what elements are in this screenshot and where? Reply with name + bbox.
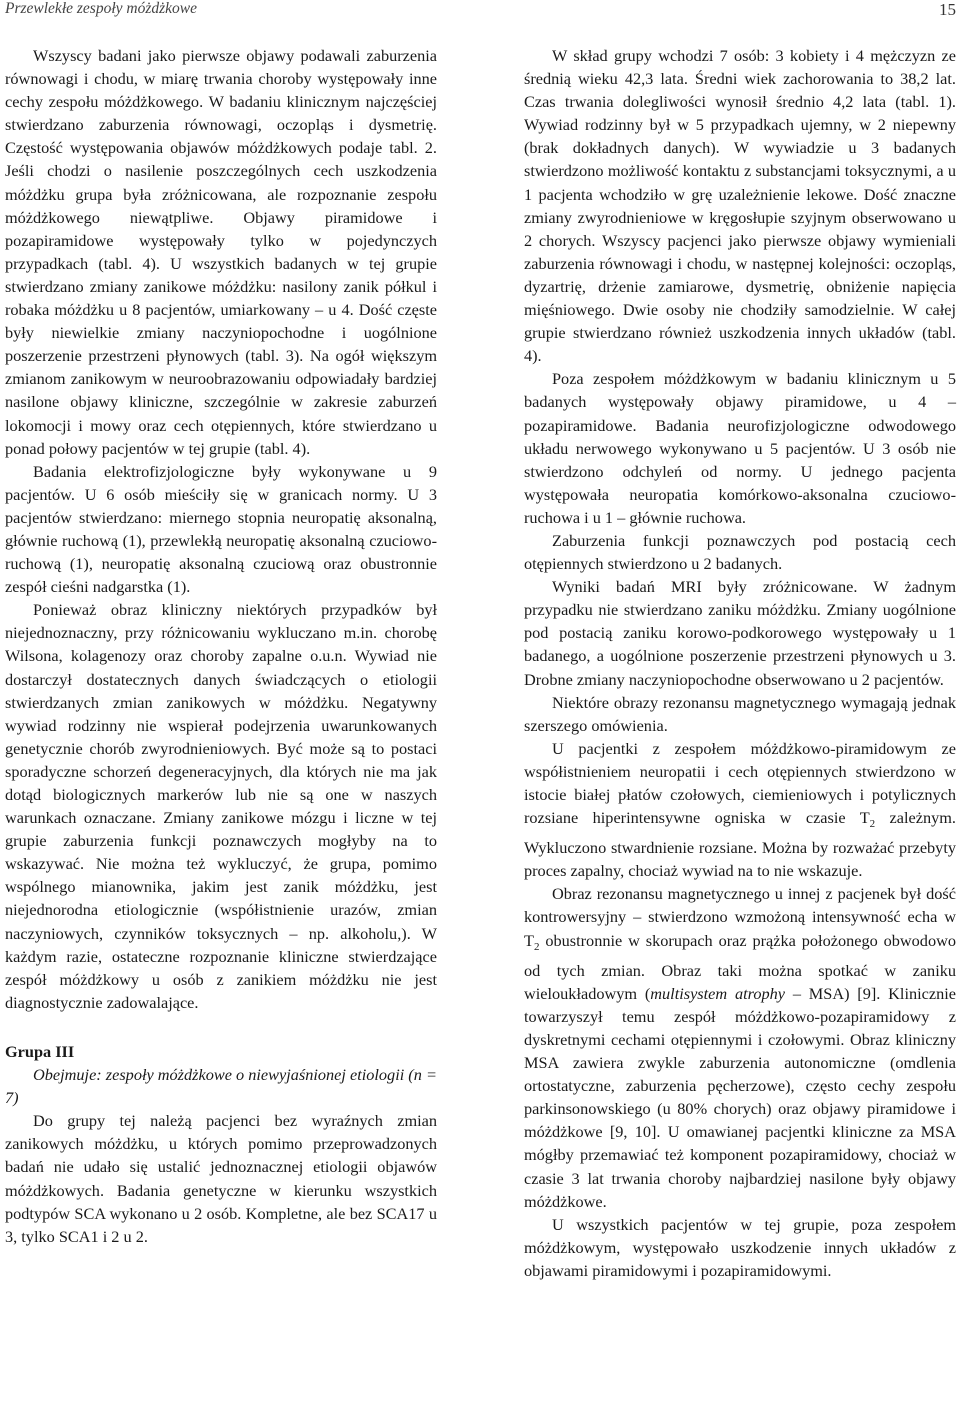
- section-subheading: Obejmuje: zespoły móżdżkowe o niewyjaśnionej etiologii (n = 7): [5, 1065, 437, 1108]
- paragraph: [524, 882, 956, 1212]
- subscript: 2: [533, 940, 540, 953]
- paragraph: Niektóre obrazy rezonansu magnetycznego wymagają jednak szerszego omówienia.: [524, 692, 956, 735]
- paragraph: U wszystkich pacjentów w tej grupie, poza zespołem móżdżkowym, występowało uszkodzenie innych układów z objawami piramidowymi i pozapiramidowymi.: [524, 1214, 956, 1280]
- section-heading: Grupa III: [5, 1041, 75, 1061]
- paragraph: Wyniki badań MRI były zróżnicowane. W żadnym przypadku nie stwierdzano zaniku móżdżku. Zmiany uogólnione pod postacią zaniku korowo-podkorowego występowały u 1 badanego, a uogólnione poszerzenie przestrzeni płynowych u 3. Drobne zmiany naczyniopochodne obserwowano u 2 pacjentów.: [524, 577, 956, 689]
- text-run: zależnym. Wykluczono stwardnienie rozsiane. Można by rozważać przebyty proces zapalny, chociaż wywiad na to nie wskazuje.: [524, 808, 956, 881]
- text-run: U pacjentki z zespołem móżdżkowo-piramidowym ze współistnieniem neuropatii i cech otępiennych stwierdzono w istocie białej płatów czołowych, ciemieniowych i potylicznych rozsiane hiperintensywne ogniska w czasie T: [524, 738, 956, 828]
- left-column: [5, 44, 437, 1248]
- paragraph: Wszyscy badani jako pierwsze objawy podawali zaburzenia równowagi i chodu, w miarę trwania choroby występowały inne cechy zespołu móżdżkowego. W badaniu klinicznym najczęściej stwierdzano zaburzenia równowagi, oczopląs i dysmetrię. Częstość występowania objawów móżdżkowych podaje tabl. 2. Jeśli chodzi o nasilenie poszczególnych cech uszkodzenia móżdżku grupa była zróżnicowana, ale rozpoznanie zespołu móżdżkowego niewątpliwe. Objawy piramidowe i pozapiramidowe występowały tylko w pojedynczych przypadkach (tabl. 4). U wszystkich badanych w tej grupie stwierdzano zmiany zanikowe móżdżku: nasilony zanik półkul i robaka móżdżku u 8 pacjentów, umiarkowany – u 4. Dość częste były niewielkie zmiany naczyniopochodne i uogólnione poszerzenie przestrzeni płynowych (tabl. 3). Na ogół większym zmianom zanikowym w neuroobrazowaniu odpowiadały bardziej nasilone objawy kliniczne, szczególnie w zakresie zaburzeń lokomocji i mowy oraz cech otępiennych, które stwierdzano u ponad połowy pacjentów w tej grupie (tabl. 4).: [5, 46, 437, 458]
- paragraph: Zaburzenia funkcji poznawczych pod postacią cech otępiennych stwierdzono u 2 badanych.: [524, 530, 956, 574]
- paragraph: Ponieważ obraz kliniczny niektórych przypadków był niejednoznaczny, przy różnicowaniu wykluczano m.in. chorobę Wilsona, kolagenozy oraz choroby zapalne o.u.n. Wywiad nie dostarczył dostatecznych danych świadczących o etiologii stwierdzanych zmian zanikowych w móżdżku. Negatywny wywiad rodzinny nie wspierał podejrzenia uwarunkowanych genetycznie chorób zwyrodnieniowych. Być może są to postaci sporadyczne schorzeń degeneracyjnych, dla których nie ma jak dotąd biologicznych markerów lub nie są one w naszych warunkach oznaczane. Zmiany zanikowe mózgu i liczne w tej grupie zaburzenia funkcji poznawczych mogłyby na to wskazywać. Nie można też wykluczyć, że grupa, pomimo wspólnego mianownika, jakim jest zanik móżdżku, jest niejednorodna etiologicznie (współistnienie urazów, zmian naczyniowych, czynników toksycznych – np. alkoholu,). W każdym razie, ostateczne rozpoznanie kliniczne stwierdzające zespół móżdżkowy u osób z zanikiem móżdżku nie jest diagnostycznie zadowalające.: [5, 600, 437, 1012]
- running-head-title: Przewlekłe zespoły móżdżkowe: [5, 0, 197, 17]
- text-run: obustronnie w skorupach oraz prążka położonego obwodowo od tych zmian. Obraz taki można spotkać w zaniku wieloukładowym (: [524, 930, 956, 1003]
- text-run: – MSA) [9]. Klinicznie towarzyszył temu zespół móżdżkowo-pozapiramidowy z dyskretnymi cechami otępiennymi i czołowymi. Obraz kliniczny MSA zawiera zwykle zaburzenia autonomiczne (omdlenia ortostatyczne, zaburzenia pęcherzowe), często cechy zespołu parkinsonowskiego (u 80% chorych) oraz objawy piramidowe i móżdżkowe [9, 10]. U omawianej pacjentki kliniczne za MSA mógłby przemawiać też komponent pozapiramidowy, chociaż w czasie 3 lat trwania choroby najbardziej nasilone były objawy móżdżkowe.: [524, 983, 956, 1211]
- paragraph: Do grupy tej należą pacjenci bez wyraźnych zmian zanikowych móżdżku, u których pomimo przeprowadzonych badań nie udało się ustalić jednoznacznej etiologii objawów móżdżkowych. Badania genetyczne w kierunku wszystkich podtypów SCA wykonano u 2 osób. Kompletne, ale bez SCA17 u 3, tylko SCA1 i 2 u 2.: [5, 1111, 437, 1246]
- right-column: [524, 44, 956, 1282]
- page-number: 15: [939, 0, 956, 19]
- paragraph: Badania elektrofizjologiczne były wykonywane u 9 pacjentów. U 6 osób mieściły się w granicach normy. U 3 pacjentów stwierdzano: miernego stopnia neuropatię aksonalną, głównie ruchową (1), przewlekłą neuropatię aksonalną czuciowo-ruchową (1), neuropatię aksonalną czuciową oraz obustronnie zespół cieśni nadgarstka (1).: [5, 461, 437, 597]
- text-run: Obraz rezonansu magnetycznego u innej z pacjenek był dość kontrowersyjny – stwierdzono wzmożoną intensywność echa w T: [524, 884, 956, 950]
- paragraph: W skład grupy wchodzi 7 osób: 3 kobiety i 4 mężczyzn ze średnią wieku 42,3 lata. Średni wiek zachorowania to 38,2 lat. Czas trwania dolegliwości wynosił średnio 4,2 lata (tabl. 1). Wywiad rodzinny był w 5 przypadkach ujemny, w 2 niepewny (brak dokładnych danych). W wywiadzie u 3 badanych stwierdzono możliwość kontaktu z substancjami toksycznymi, a u 1 pacjenta wchodziło w grę uzależnienie lekowe. Dość znaczne zmiany zwyrodnieniowe w kręgosłupie szyjnym obserwowano u 2 chorych. Wszyscy pacjenci jako pierwsze objawy wymieniali zaburzenia równowagi i chodu, w następnej kolejności: oczopląs, dyzartrię, drżenie zamiarowe, dysmetrię, obniżenie napięcia mięśniowego. Dwie osoby nie chodziły samodzielnie. W całej grupie stwierdzano również uszkodzenia innych układów (tabl. 4).: [524, 46, 956, 366]
- italic-term: multisystem atrophy: [650, 983, 786, 1003]
- paragraph: [524, 737, 956, 883]
- subscript: 2: [869, 818, 876, 831]
- paragraph: Poza zespołem móżdżkowym w badaniu klinicznym u 5 badanych występowały objawy piramidowe, u 4 – pozapiramidowe. Badania neurofizjologiczne odwodowego układu nerwowego wykonywano u 5 pacjentów. U 3 osób nie stwierdzono odchyleń od normy. U jednego pacjenta występowała neuropatia komórkowo-aksonalna czuciowo-ruchowa i u 1 – głównie ruchowa.: [524, 369, 956, 527]
